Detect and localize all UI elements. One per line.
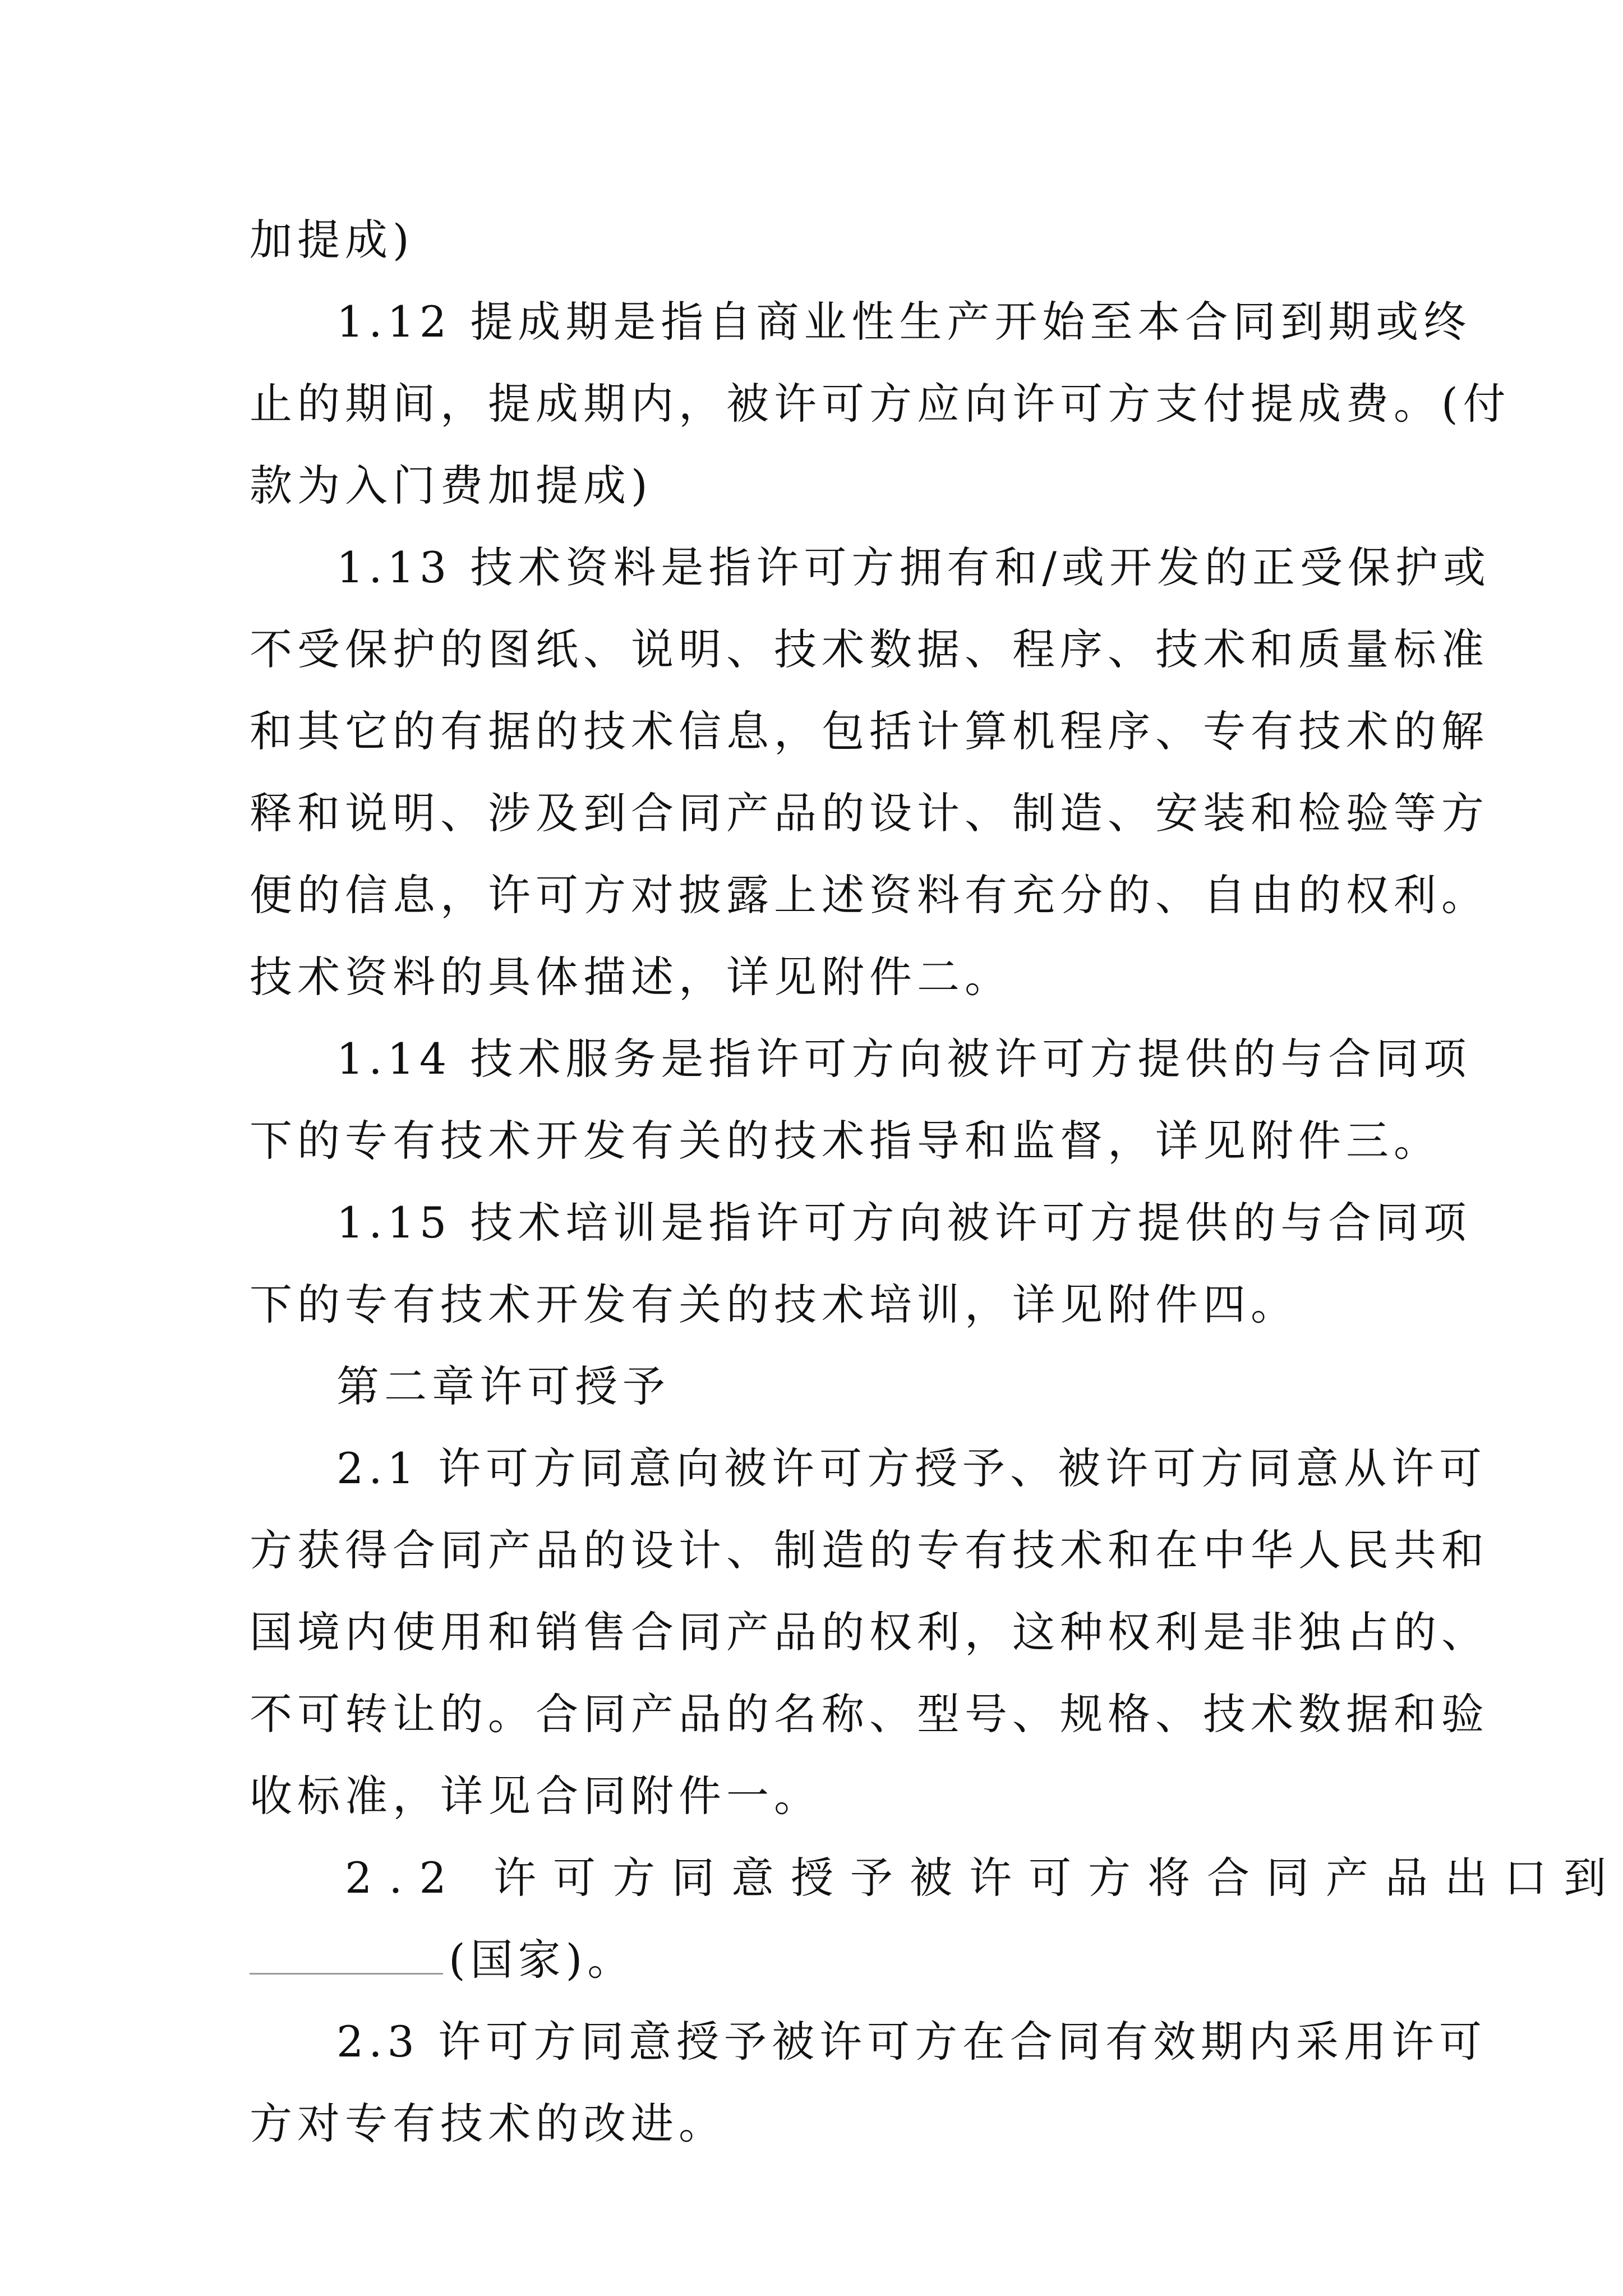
- text-line: 止的期间，提成期内，被许可方应向许可方支付提成费。(付: [250, 379, 1511, 429]
- blank-underline: [250, 1939, 443, 1975]
- clause-1-12-line: 1.12 提成期是指自商业性生产开始至本合同到期或终: [336, 297, 1472, 347]
- clause-1-14-line: 1.14 技术服务是指许可方向被许可方提供的与合同项: [336, 1034, 1472, 1084]
- clause-1-15-line: 1.15 技术培训是指许可方向被许可方提供的与合同项: [336, 1198, 1472, 1248]
- clause-2-3-line: 2.3 许可方同意授予被许可方在合同有效期内采用许可: [336, 2017, 1487, 2067]
- clause-1-13-line: 1.13 技术资料是指许可方拥有和/或开发的正受保护或: [336, 542, 1491, 592]
- text-line: 技术资料的具体描述，详见附件二。: [250, 952, 1012, 1002]
- clause-2-1-line: 2.1 许可方同意向被许可方授予、被许可方同意从许可: [336, 1443, 1487, 1493]
- clause-2-2-line: 2.2 许可方同意授予被许可方将合同产品出口到: [345, 1853, 1623, 1903]
- text-line: 不受保护的图纸、说明、技术数据、程序、技术和质量标准: [250, 624, 1489, 674]
- country-suffix: (国家)。: [449, 1935, 635, 1985]
- text-line: 下的专有技术开发有关的技术指导和监督，详见附件三。: [250, 1116, 1441, 1166]
- document-body: [250, 199, 1623, 2165]
- text-line: 收标准，详见合同附件一。: [250, 1771, 822, 1821]
- text-line: 加提成): [250, 215, 414, 265]
- text-line: 不可转让的。合同产品的名称、型号、规格、技术数据和验: [250, 1689, 1489, 1739]
- text-line: 便的信息，许可方对披露上述资料有充分的、自由的权利。: [250, 870, 1489, 920]
- chapter-heading: 第二章许可授予: [336, 1361, 670, 1411]
- text-line: 方获得合同产品的设计、制造的专有技术和在中华人民共和: [250, 1525, 1489, 1575]
- text-line: 方对专有技术的改进。: [250, 2099, 726, 2148]
- fill-in-line: [250, 1919, 1394, 2001]
- text-line: 释和说明、涉及到合同产品的设计、制造、安装和检验等方: [250, 788, 1489, 838]
- text-line: 款为入门费加提成): [250, 461, 653, 510]
- text-line: 和其它的有据的技术信息，包括计算机程序、专有技术的解: [250, 706, 1489, 756]
- text-line: 下的专有技术开发有关的技术培训，详见附件四。: [250, 1280, 1298, 1329]
- text-line: 国境内使用和销售合同产品的权利，这种权利是非独占的、: [250, 1607, 1489, 1657]
